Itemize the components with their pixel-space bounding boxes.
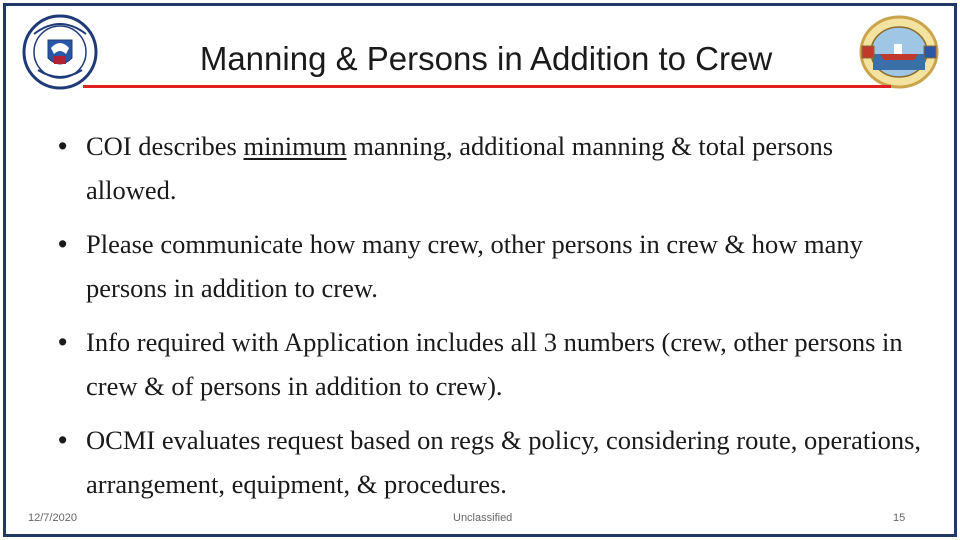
bullet-text: Please communicate how many crew, other persons in crew & how many persons in addition to crew.	[86, 229, 863, 303]
bullet-item	[52, 124, 922, 212]
bullet-item	[52, 320, 922, 408]
bullet-item	[52, 418, 922, 506]
bullet-item	[52, 222, 922, 310]
slide	[3, 3, 957, 537]
bullet-text: Info required with Application includes all 3 numbers (crew, other persons in crew & of persons in addition to crew).	[86, 327, 903, 401]
bullet-list	[52, 124, 922, 516]
dhs-seal-icon	[18, 14, 102, 90]
bullet-dot: •	[58, 327, 68, 357]
coast-guard-sector-seal-icon	[858, 14, 940, 90]
slide-title: Manning & Persons in Addition to Crew	[199, 40, 773, 77]
bullet-text-end: manning, additional manning & total persons allowed.	[86, 131, 834, 205]
bullet-text: OCMI evaluates request based on regs & policy, considering route, operations, arrangement, equipment, & procedures.	[86, 425, 922, 499]
footer-page-number: 15	[893, 512, 906, 524]
bullet-dot: •	[58, 425, 68, 455]
bullet-dot: •	[58, 229, 68, 259]
bullet-text-start: COI describes	[86, 131, 244, 161]
bullet-text-emphasis: minimum	[243, 131, 347, 161]
title-underline-rule	[83, 85, 891, 88]
footer-date: 12/7/2020	[28, 512, 77, 524]
bullet-dot: •	[58, 131, 68, 161]
footer-classification: Unclassified	[453, 512, 513, 524]
